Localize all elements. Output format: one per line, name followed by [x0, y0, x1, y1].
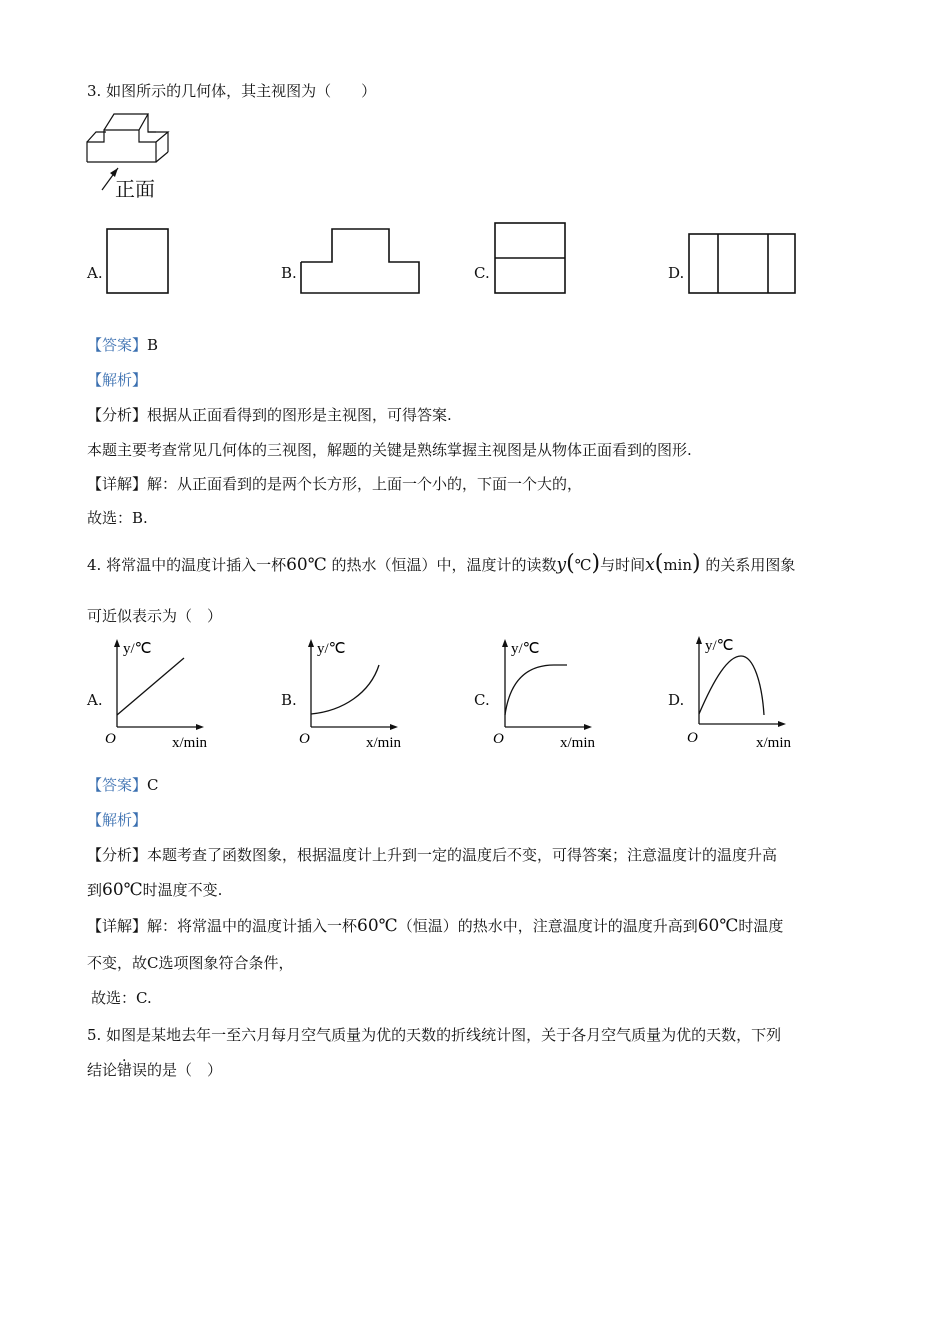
q4-x-var: x — [645, 555, 655, 575]
axis-y-label: y/℃ — [705, 638, 734, 654]
q4-temp: 60℃ — [697, 916, 739, 936]
fenxi2-part-a: 到 — [87, 881, 103, 899]
q4-y-unit: ℃ — [574, 556, 592, 574]
axis-y-label: y/℃ — [123, 641, 152, 657]
q4-graph-a — [104, 637, 224, 752]
q4-graph-c — [492, 637, 612, 752]
q4-graph-b — [298, 637, 418, 752]
q3-detail — [87, 474, 582, 494]
q3-option-c-label: C. — [474, 264, 490, 282]
detail-text: 解：从正面看到的是两个长方形，上面一个小的，下面一个大的， — [147, 475, 583, 493]
q4-detail — [87, 916, 783, 936]
q4-choose: 故选：C. — [91, 989, 152, 1007]
axis-x-label: x/min — [366, 735, 402, 751]
q5-stem-part-a: 结论 — [87, 1061, 118, 1079]
detail-part-c: 时温度 — [738, 917, 784, 935]
detail2-part-b: 选项图象符合条件， — [158, 954, 294, 972]
q3-stem: 3. 如图所示的几何体，其主视图为（ ） — [87, 82, 377, 100]
q3-option-a-figure — [106, 228, 170, 296]
fenxi-tag: 【分析】 — [87, 406, 148, 424]
origin-label: O — [105, 731, 116, 747]
detail2-part-a: 不变，故 — [87, 954, 148, 972]
q3-fenxi — [87, 405, 452, 425]
q4-stem-line1: 4. 将常温中的温度计插入一杯60℃ 的热水（恒温）中，温度计的读数y(℃)与时间x(min) 的关系用图象 — [87, 551, 796, 576]
q4-temp: 60℃ — [286, 555, 327, 575]
q4-stem-part-c: 与时间 — [600, 556, 646, 574]
q4-stem-part-d: 的关系用图象 — [705, 556, 796, 574]
detail-tag: 【详解】 — [87, 917, 148, 935]
fenxi-text: 根据从正面看得到的图形是主视图，可得答案. — [147, 406, 452, 424]
detail-tag: 【详解】 — [87, 475, 148, 493]
q3-choose: 故选：B. — [87, 509, 148, 527]
answer-value: B — [147, 336, 159, 354]
q3-analysis-tag: 【解析】 — [87, 371, 148, 389]
q4-graph-d — [686, 634, 806, 752]
q5-stem: 5. 如图是某地去年一至六月每月空气质量为优的天数的折线统计图，关于各月空气质量为优的天数，下列 — [87, 1026, 782, 1044]
front-label: 正面 — [115, 177, 155, 201]
answer-tag: 【答案】 — [87, 336, 148, 354]
axis-x-label: x/min — [560, 735, 596, 751]
q4-answer — [87, 775, 159, 795]
q4-option-d-label: D. — [668, 691, 685, 709]
q3-option-d-label: D. — [668, 264, 685, 282]
q4-option-a-label: A. — [87, 691, 103, 709]
q4-x-unit: min — [663, 556, 693, 574]
detail2-option: C — [147, 954, 159, 972]
q4-temp: 60℃ — [357, 916, 398, 936]
q5-emphasis: 错误 — [117, 1061, 148, 1079]
q4-fenxi — [87, 845, 777, 865]
answer-value: C — [147, 776, 159, 794]
origin-label: O — [299, 731, 310, 747]
q5-stem-line2 — [87, 1060, 222, 1080]
q4-temp: 60℃ — [102, 880, 143, 900]
answer-tag: 【答案】 — [87, 776, 148, 794]
q3-option-b-label: B. — [281, 264, 297, 282]
q4-fenxi-line2 — [87, 880, 222, 900]
q3-option-c-figure — [494, 222, 568, 296]
axis-y-label: y/℃ — [511, 641, 540, 657]
origin-label: O — [687, 730, 698, 746]
q5-stem-part-b: 的是（ ） — [147, 1061, 223, 1079]
fenxi-text: 本题考查了函数图象，根据温度计上升到一定的温度后不变，可得答案；注意温度计的温度升高 — [147, 846, 778, 864]
q4-stem-line2: 可近似表示为（ ） — [87, 607, 223, 625]
detail-part-b: （恒温）的热水中，注意温度计的温度升高到 — [397, 917, 698, 935]
q4-y-var: y — [556, 555, 567, 575]
q4-stem-part-a: 4. 将常温中的温度计插入一杯 — [87, 556, 287, 574]
q3-answer — [87, 335, 158, 355]
detail-part-a: 解：将常温中的温度计插入一杯 — [147, 917, 358, 935]
q4-option-b-label: B. — [281, 691, 297, 709]
q4-analysis-tag: 【解析】 — [87, 811, 148, 829]
q3-option-d-figure — [688, 233, 798, 296]
axis-y-label: y/℃ — [317, 641, 346, 657]
q4-stem-part-b: 的热水（恒温）中，温度计的读数 — [331, 556, 557, 574]
q4-option-c-label: C. — [474, 691, 490, 709]
fenxi2-part-b: 时温度不变. — [142, 881, 223, 899]
origin-label: O — [493, 731, 504, 747]
q3-option-a-label: A. — [87, 264, 103, 282]
fenxi-tag: 【分析】 — [87, 846, 148, 864]
axis-x-label: x/min — [756, 735, 792, 751]
axis-x-label: x/min — [172, 735, 208, 751]
q3-summary: 本题主要考查常见几何体的三视图，解题的关键是熟练掌握主视图是从物体正面看到的图形. — [87, 441, 692, 459]
q3-option-b-figure — [300, 228, 422, 296]
q4-detail-line2 — [87, 953, 294, 973]
